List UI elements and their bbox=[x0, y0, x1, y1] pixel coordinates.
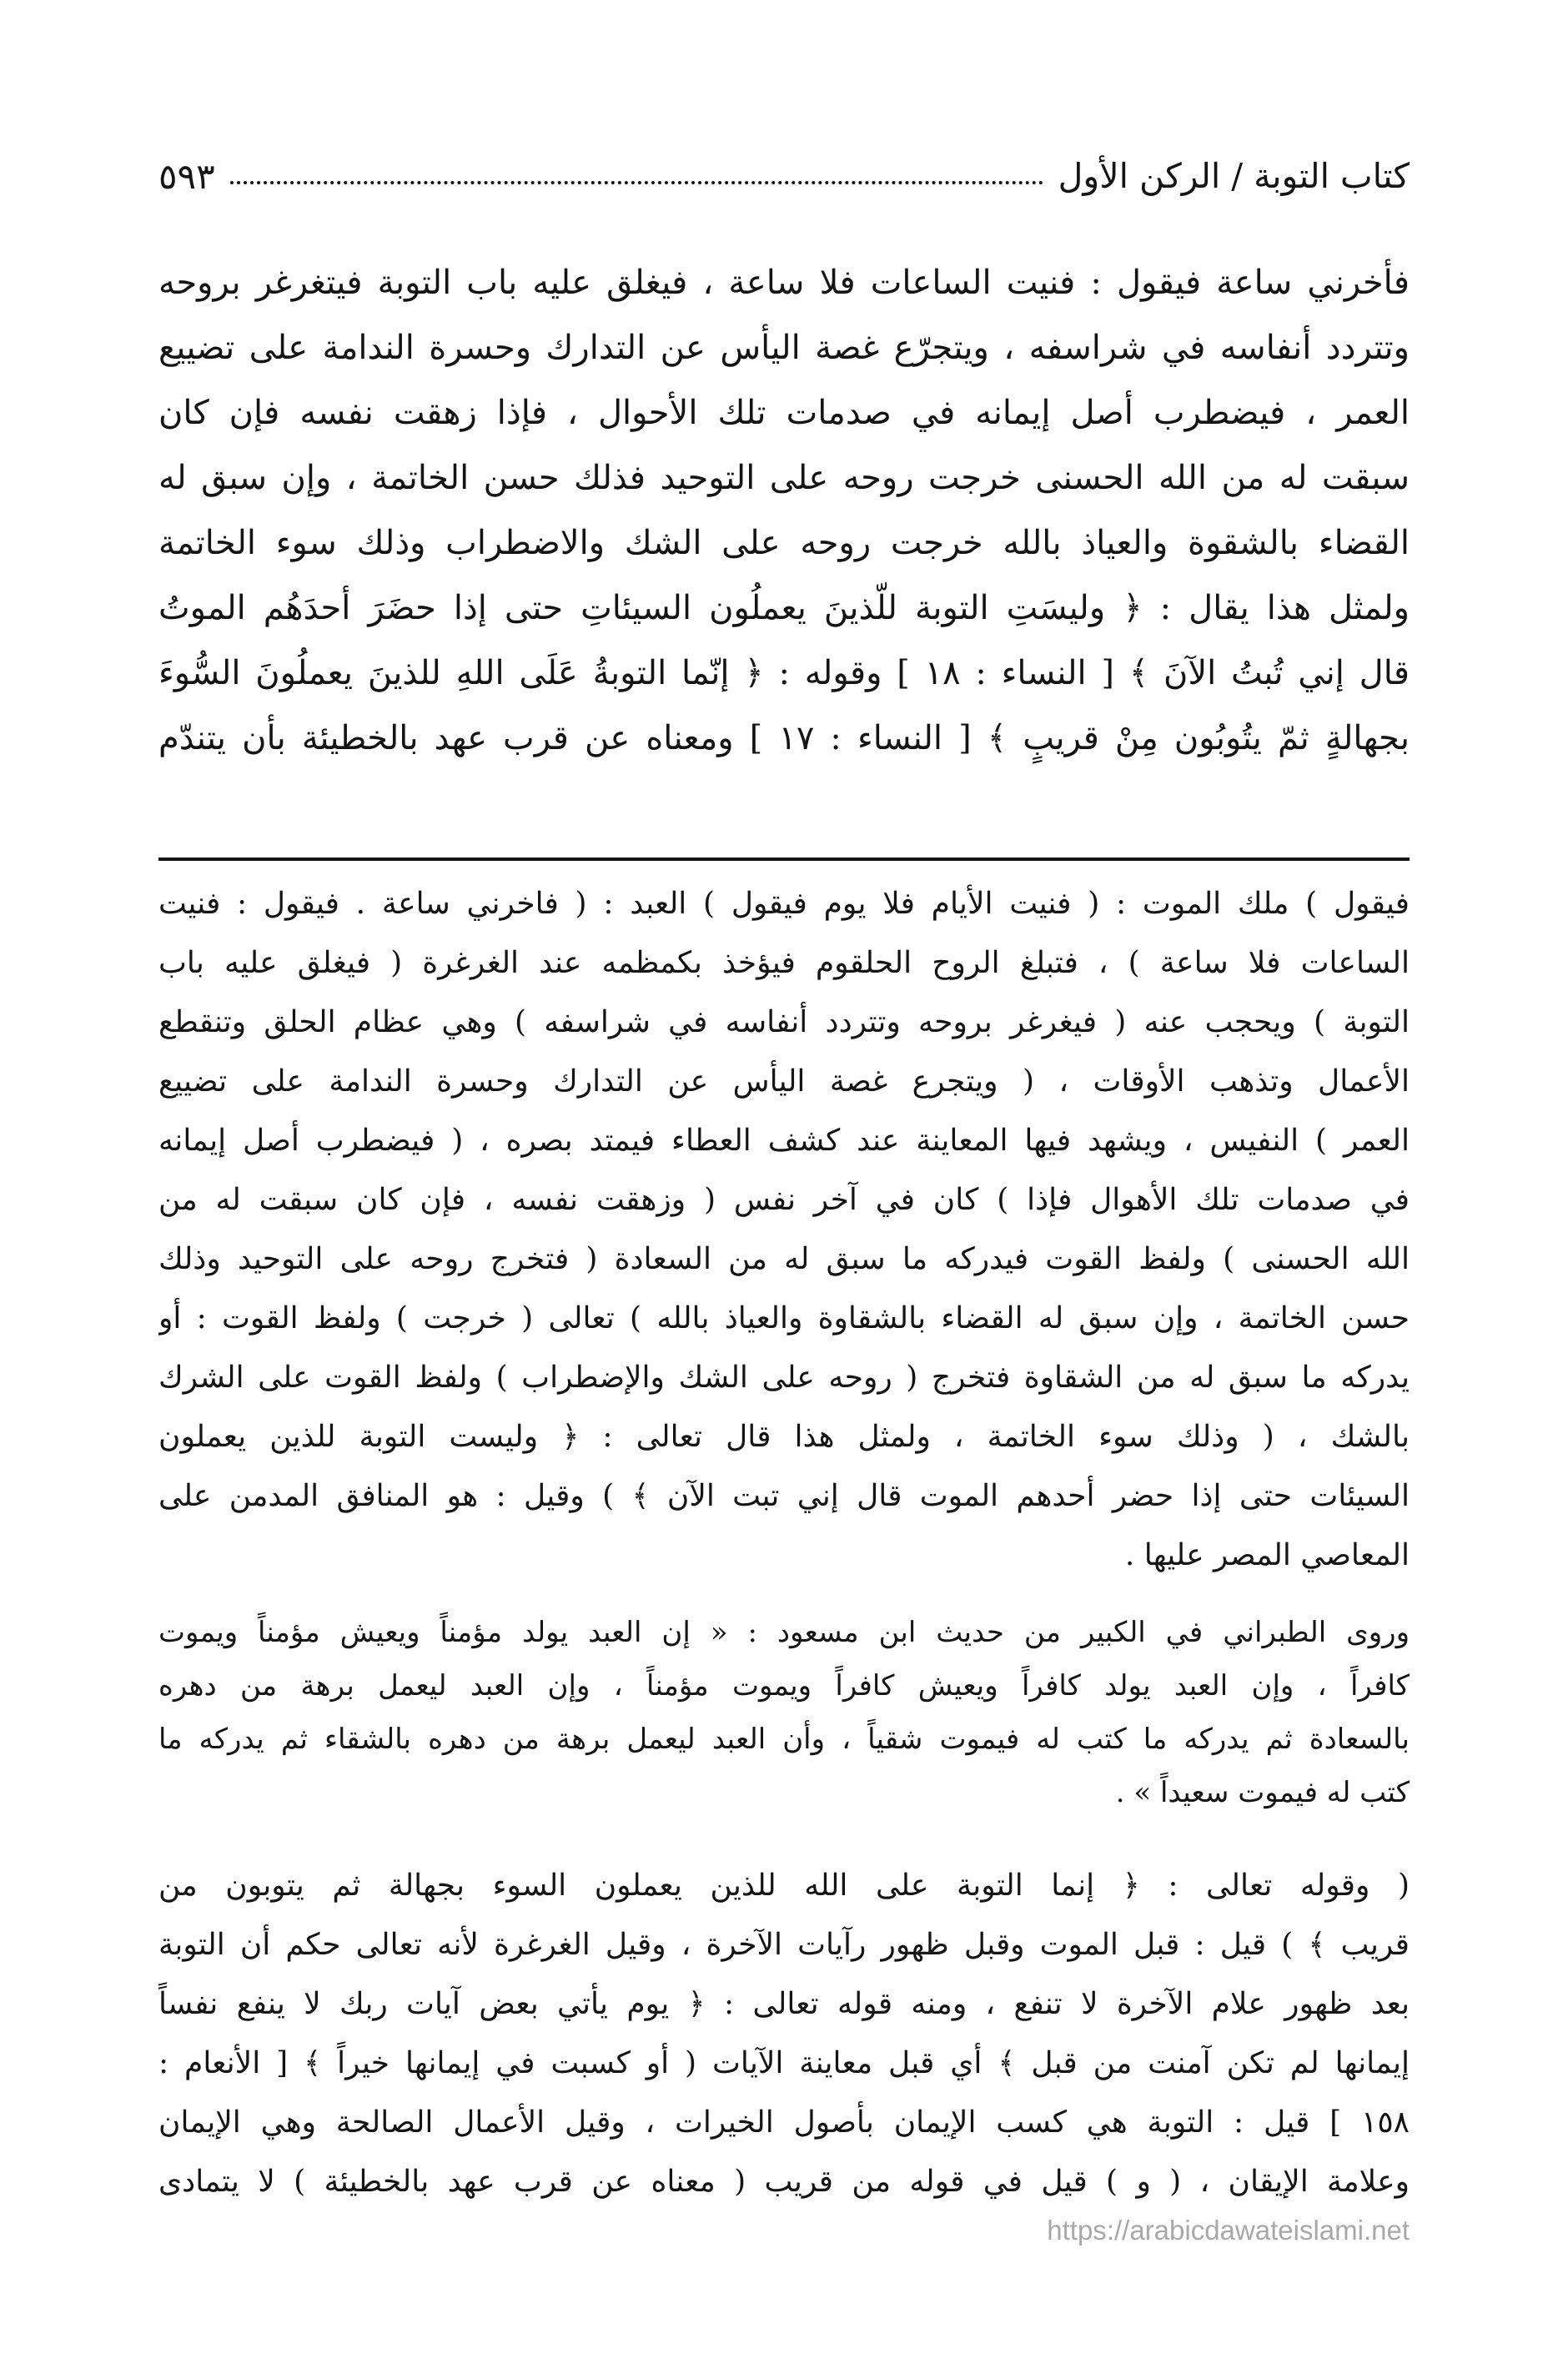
commentary-line: ١٥٨ ] قيل : التوبة هي كسب الإيمان بأصول الخيرات ، وقيل الأعمال الصالحة وهي الإيمان bbox=[158, 2105, 1410, 2140]
commentary-line: بالشك ، ( وذلك سوء الخاتمة ، ولمثل هذا قال تعالى : ﴿ وليست التوبة للذين يعملون bbox=[158, 1420, 1410, 1454]
quote-line: بالسعادة ثم يدركه ما كتب له فيموت شقياً ، وأن العبد ليعمل برهة من دهره بالشقاء ثم يدركه ما bbox=[158, 1723, 1410, 1756]
main-text-line: ولمثل هذا يقال : ﴿ وليسَتِ التوبة للّذينَ يعملُون السيئاتِ حتى إذا حضَرَ أحدَهُم الموتُ bbox=[158, 589, 1410, 627]
commentary-line: بعد ظهور علام الآخرة لا تنفع ، ومنه قوله تعالى : ﴿ يوم يأتي بعض آيات ربك لا ينفع نفساً bbox=[158, 1987, 1410, 2021]
section-separator bbox=[158, 858, 1410, 861]
commentary-line: التوبة ) ويحجب عنه ( فيغرغر بروحه وتتردد أنفاسه في شراسفه ) وهي عظام الحلق وتنقطع bbox=[158, 1005, 1410, 1039]
main-text-line: بجهالةٍ ثمّ يتُوبُون مِنْ قريبٍ ﴾ [ النساء : ١٧ ] ومعناه عن قرب عهد بالخطيئة بأن يتندّم bbox=[158, 719, 1410, 757]
main-text-line: العمر ، فيضطرب أصل إيمانه في صدمات تلك الأحوال ، فإذا زهقت نفسه فإن كان bbox=[158, 394, 1410, 432]
header-dot-leader bbox=[230, 181, 1043, 184]
commentary-line: وعلامة الإيقان ، ( و ) قيل في قوله من قريب ( معناه عن قرب عهد بالخطيئة ) لا يتمادى bbox=[158, 2165, 1410, 2199]
commentary-line: الساعات فلا ساعة ) ، فتبلغ الروح الحلقوم فيؤخذ بكمظمه عند الغرغرة ( فيغلق عليه باب bbox=[158, 946, 1410, 980]
commentary-continued bbox=[158, 1856, 1410, 2211]
commentary-line: الله الحسنى ) ولفظ القوت فيدركه ما سبق له من السعادة ( فتخرج روحه على التوحيد وذلك bbox=[158, 1242, 1410, 1276]
commentary-line: ( وقوله تعالى : ﴿ إنما التوبة على الله للذين يعملون السوء بجهالة ثم يتوبون من bbox=[158, 1869, 1410, 1903]
commentary-line: السيئات حتى إذا حضر أحدهم الموت قال إني تبت الآن ﴾ ) وقيل : هو المنافق المدمن على bbox=[158, 1479, 1410, 1513]
commentary-line: إيمانها لم تكن آمنت من قبل ﴾ أي قبل معاينة الآيات ( أو كسبت في إيمانها خيراً ﴾ [ الأنعام : bbox=[158, 2046, 1410, 2080]
commentary-line: قريب ﴾ ) قيل : قبل الموت وقبل ظهور رآيات الآخرة ، وقيل الغرغرة لأنه تعالى حكم أن التوبة bbox=[158, 1928, 1410, 1962]
running-header bbox=[158, 147, 1410, 205]
hadith-quote bbox=[158, 1606, 1410, 1819]
quote-line: كافراً ، وإن العبد يولد كافراً ويعيش كافراً ويموت مؤمناً ، وإن العبد ليعمل برهة من دهره bbox=[158, 1669, 1410, 1703]
commentary-line: في صدمات تلك الأهوال فإذا ) كان في آخر نفس ( وزهقت نفسه ، فإن كان سبقت له من bbox=[158, 1183, 1410, 1217]
commentary-line: المعاصي المصر عليها . bbox=[1124, 1538, 1410, 1572]
main-text-line: وتتردد أنفاسه في شراسفه ، ويتجرّع غصة اليأس عن التدارك وحسرة الندامة على تضييع bbox=[158, 329, 1410, 367]
quote-line: وروى الطبراني في الكبير من حديث ابن مسعود : « إن العبد يولد مؤمناً ويعيش مؤمناً ويموت bbox=[158, 1616, 1410, 1649]
commentary-line: يدركه ما سبق له من الشقاوة فتخرج ( روحه على الشك والإضطراب ) ولفظ القوت على الشرك bbox=[158, 1361, 1410, 1395]
commentary bbox=[158, 874, 1410, 1585]
watermark-url: https://arabicdawateislami.net bbox=[1047, 2215, 1410, 2246]
main-text-line: القضاء بالشقوة والعياذ بالله خرجت روحه على الشك والاضطراب وذلك سوء الخاتمة bbox=[158, 524, 1410, 562]
commentary-line: العمر ) النفيس ، ويشهد فيها المعاينة عند كشف العطاء فيمتد بصره ، ( فيضطرب أصل إيمانه bbox=[158, 1124, 1410, 1158]
main-text-line: فأخرني ساعة فيقول : فنيت الساعات فلا ساعة ، فيغلق عليه باب التوبة فيتغرغر بروحه bbox=[158, 264, 1410, 302]
main-text-line: سبقت له من الله الحسنى خرجت روحه على التوحيد فذلك حسن الخاتمة ، وإن سبق له bbox=[158, 459, 1410, 497]
quote-line: كتب له فيموت سعيداً » . bbox=[1115, 1776, 1410, 1809]
commentary-line: فيقول ) ملك الموت : ( فنيت الأيام فلا يوم فيقول ) العبد : ( فاخرني ساعة . فيقول : فنيت bbox=[158, 887, 1410, 921]
main-text-line: قال إني تُبتُ الآنَ ﴾ [ النساء : ١٨ ] وقوله : ﴿ إنّما التوبةُ عَلَى اللهِ للذينَ يعملُونَ السُّوءَ bbox=[158, 654, 1410, 692]
page-number: ٥٩٣ bbox=[158, 155, 215, 197]
main-text bbox=[158, 250, 1410, 771]
commentary-line: حسن الخاتمة ، وإن سبق له القضاء بالشقاوة والعياذ بالله ) تعالى ( خرجت ) ولفظ القوت : أو bbox=[158, 1301, 1410, 1335]
commentary-line: الأعمال وتذهب الأوقات ، ( ويتجرع غصة اليأس عن التدارك وحسرة الندامة على تضييع bbox=[158, 1064, 1410, 1099]
header-title: كتاب التوبة / الركن الأول bbox=[1058, 156, 1410, 196]
